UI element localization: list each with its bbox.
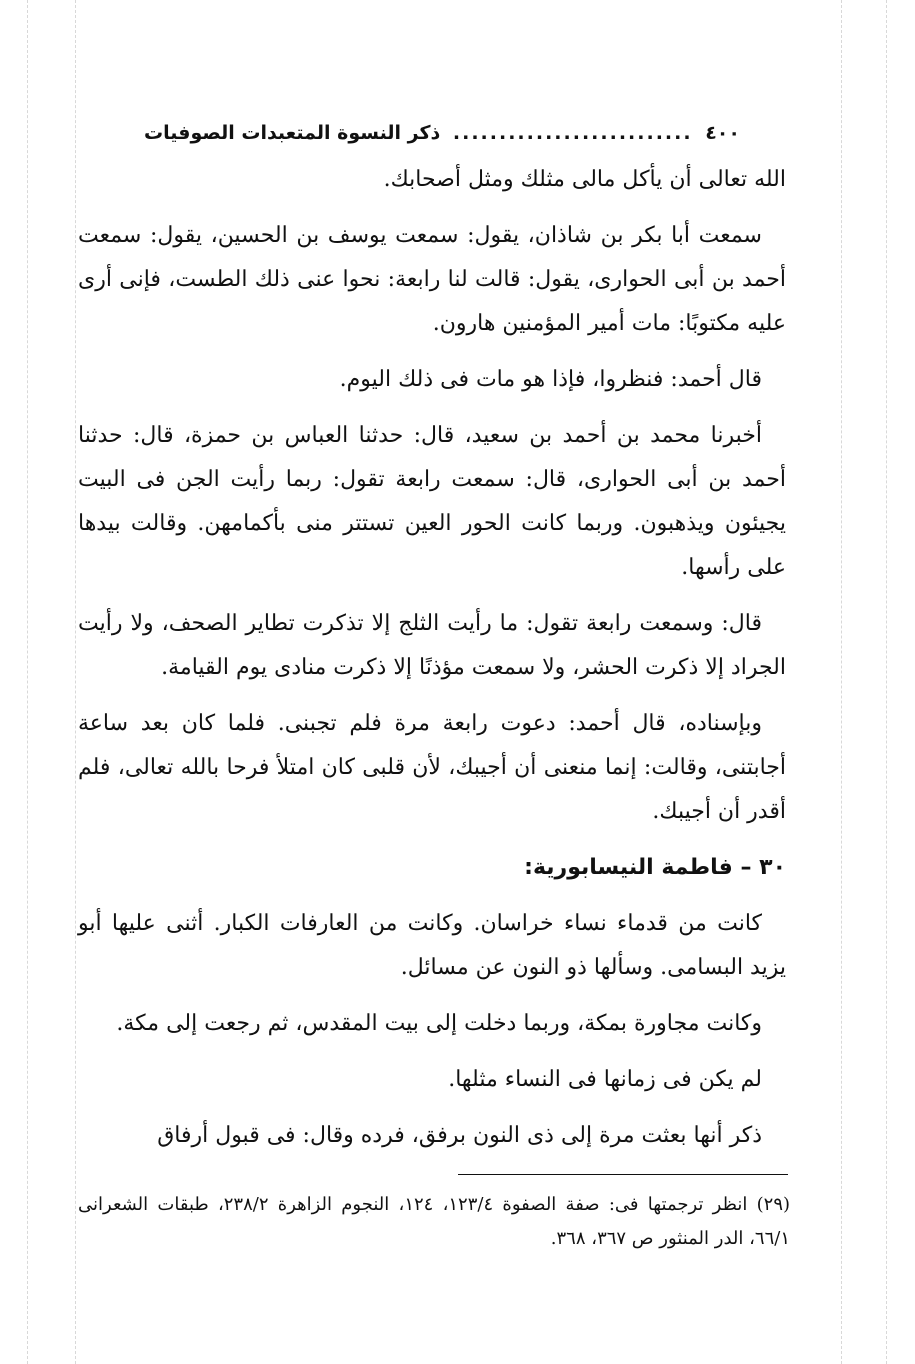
paragraph: قال: وسمعت رابعة تقول: ما رأيت الثلج إلا تذكرت تطاير الصحف، ولا رأيت الجراد إلا ذكرت الحشر، ولا سمعت مؤذنًا إلا ذكرت منادى يوم القيامة.: [78, 611, 786, 680]
paragraph: كانت من قدماء نساء خراسان. وكانت من العارفات الكبار. أثنى عليها أبو يزيد البسامى. وسألها ذو النون عن مسائل.: [78, 911, 786, 980]
scan-guide-line: [27, 0, 28, 1364]
paragraph: لم يكن فى زمانها فى النساء مثلها.: [448, 1067, 762, 1092]
paragraph: وكانت مجاورة بمكة، وربما دخلت إلى بيت المقدس، ثم رجعت إلى مكة.: [116, 1011, 762, 1036]
footnote: (٢٩) انظر ترجمتها فى: صفة الصفوة ١٢٣/٤، ١٢٤، النجوم الزاهرة ٢٣٨/٢، طبقات الشعرانى ٦٦/١، الدر المنثور ص ٣٦٧، ٣٦٨.: [78, 1194, 791, 1249]
header-leader-dots: ..........................: [452, 122, 693, 144]
running-header: [80, 122, 740, 158]
page-number: ٤٠٠: [705, 122, 740, 144]
section-heading: ٣٠ – فاطمة النيسابورية:: [524, 855, 786, 880]
footnote-separator: [458, 1174, 788, 1175]
scan-guide-line: [75, 0, 76, 1364]
paragraph: قال أحمد: فنظروا، فإذا هو مات فى ذلك اليوم.: [339, 367, 762, 392]
scan-guide-line: [841, 0, 842, 1364]
paragraph: وبإسناده، قال أحمد: دعوت رابعة مرة فلم تجبنى. فلما كان بعد ساعة أجابتنى، وقالت: إنما منعنى أن أجيبك، لأن قلبى كان امتلأ فرحا بالله تعالى، فلم أقدر أن أجيبك.: [78, 711, 786, 824]
paragraph: أخبرنا محمد بن أحمد بن سعيد، قال: حدثنا العباس بن حمزة، قال: حدثنا أحمد بن أبى الحوارى، قال: سمعت رابعة تقول: ربما رأيت الجن فى البيت يجيئون ويذهبون. وربما كانت الحور العين تستتر منى بأكمامهن. وقالت بيدها على رأسها.: [78, 423, 786, 580]
paragraph: ذكر أنها بعثت مرة إلى ذى النون برفق، فرده وقال: فى قبول أرفاق: [157, 1123, 762, 1148]
header-title: ذكر النسوة المتعبدات الصوفيات: [144, 122, 441, 144]
paragraph: الله تعالى أن يأكل مالى مثلك ومثل أصحابك.: [383, 167, 786, 192]
scan-guide-line: [886, 0, 887, 1364]
paragraph: سمعت أبا بكر بن شاذان، يقول: سمعت يوسف بن الحسين، يقول: سمعت أحمد بن أبى الحوارى، يقول: قالت لنا رابعة: نحوا عنى ذلك الطست، فإنى أرى عليه مكتوبًا: مات أمير المؤمنين هارون.: [78, 223, 786, 336]
main-text: [78, 158, 786, 1170]
